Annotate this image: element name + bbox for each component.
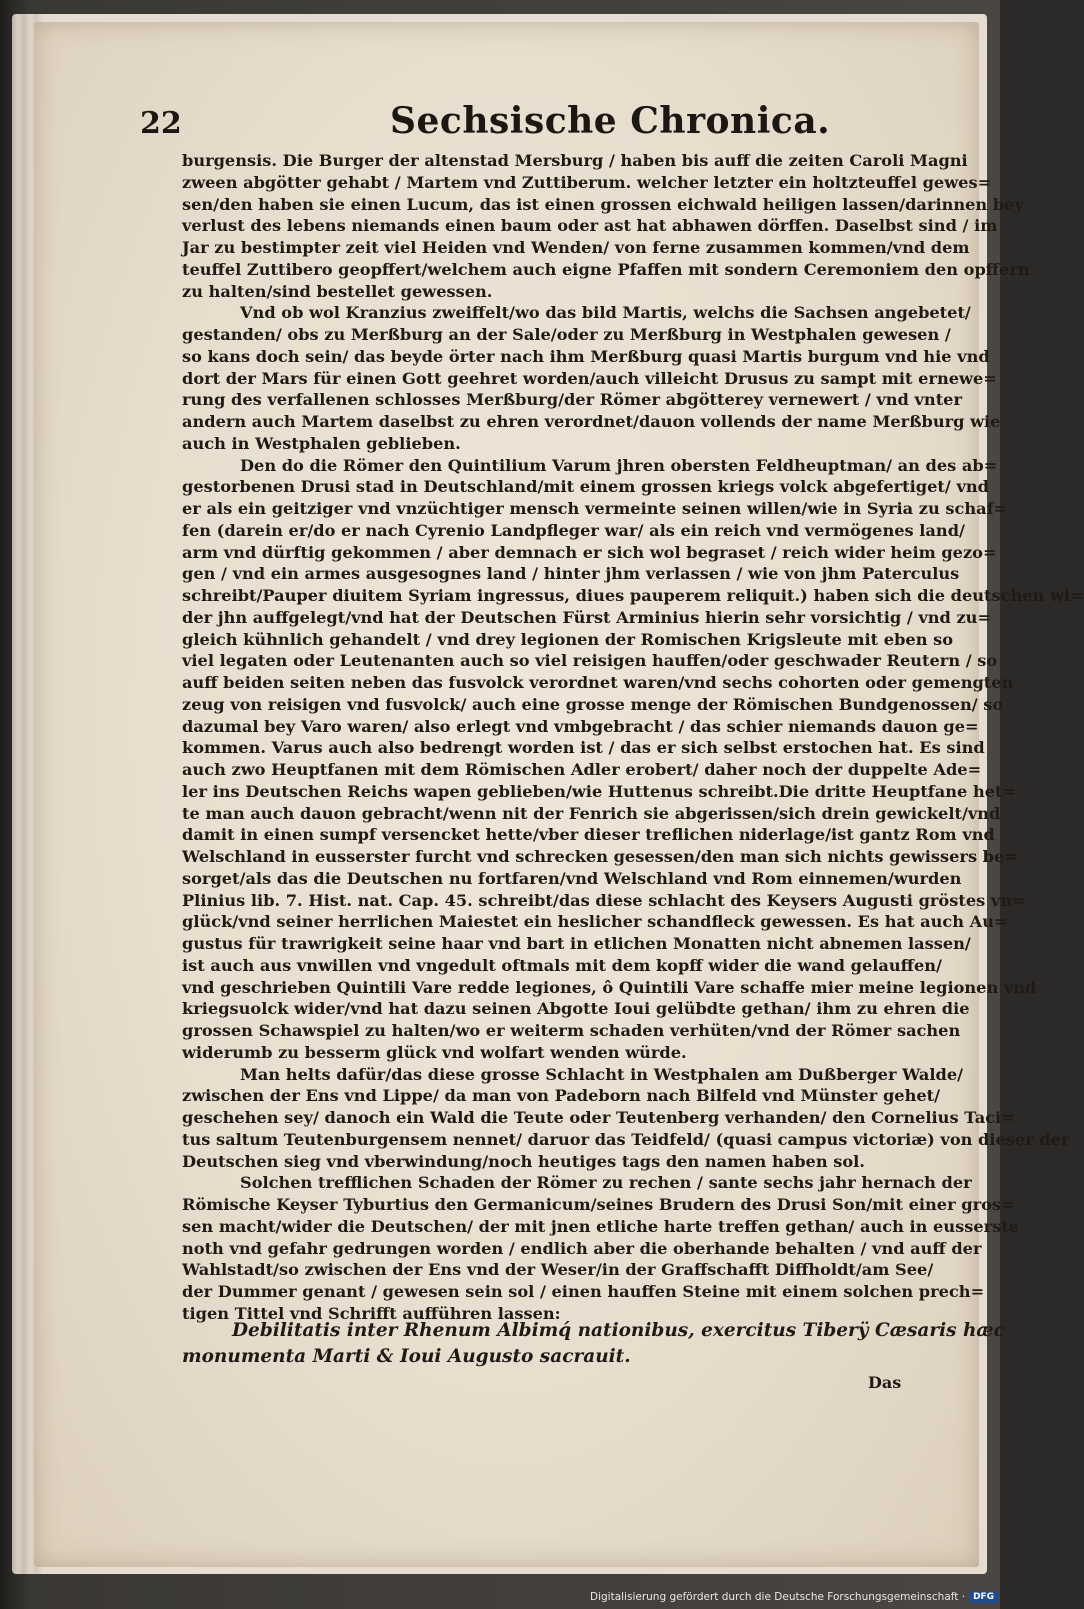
text-line: Wahlstadt/so zwischen der Ens vnd der Weser/in der Graffschafft Diffholdt/am See/ <box>182 1260 934 1280</box>
text-line: Welschland in eusserster furcht vnd schrecken gesessen/den man sich nichts gewissers be= <box>182 847 1018 866</box>
text-line: gestanden/ obs zu Merßburg an der Sale/oder zu Merßburg in Westphalen gewesen / <box>182 325 951 344</box>
text-line: widerumb zu besserm glück vnd wolfart wenden würde. <box>182 1042 687 1062</box>
text-line: zween abgötter gehabt / Martem vnd Zuttiberum. welcher letzter ein holtzteuffel gewes= <box>182 172 992 192</box>
text-line: sen macht/wider die Deutschen/ der mit jnen etliche harte treffen gethan/ auch in eusserste <box>182 1216 1020 1236</box>
text-line: teuffel Zuttibero geopffert/welchem auch eigne Pfaffen mit sondern Ceremoniem den opffern <box>182 259 1030 279</box>
text-line: gestorbenen Drusi stad in Deutschland/mit einem grossen kriegs volck abgefertiget/ vnd <box>182 477 989 497</box>
text-line: geschehen sey/ danoch ein Wald die Teute oder Teutenberg verhanden/ den Cornelius Taci= <box>182 1108 1015 1127</box>
text-line: schreibt/Pauper diuitem Syriam ingressus, diues pauperem reliquit.) haben sich die deutschen wi= <box>182 586 1084 605</box>
text-line: auff beiden seiten neben das fusvolck verordnet waren/vnd sechs cohorten oder gemengten <box>182 673 1014 692</box>
text-line: gen / vnd ein armes ausgesognes land / hinter jhm verlassen / wie von jhm Paterculus <box>182 564 960 584</box>
credit-text: Digitalisierung gefördert durch die Deutsche Forschungsgemeinschaft · <box>590 1591 966 1603</box>
text-line: fen (darein er/do er nach Cyrenio Landpfleger war/ als ein reich vnd vermögenes land/ <box>182 520 965 540</box>
catchword: Das <box>868 1373 902 1392</box>
inscription-text <box>182 1318 1005 1370</box>
body-text <box>182 150 1084 1325</box>
text-line: andern auch Martem daselbst zu ehren verordnet/dauon vollends der name Merßburg wie <box>182 412 1001 431</box>
text-line: der Dummer genant / gewesen sein sol / einen hauffen Steine mit einem solchen prech= <box>182 1282 985 1301</box>
text-line: tus saltum Teutenburgensem nennet/ daruor das Teidfeld/ (quasi campus victoriæ) von dieser der <box>182 1129 1070 1149</box>
text-line: noth vnd gefahr gedrungen worden / endlich aber die oberhande behalten / vnd auff der <box>182 1238 982 1258</box>
text-line: kriegsuolck wider/vnd hat dazu seinen Abgotte Ioui gelübdte gethan/ ihm zu ehren die <box>182 999 970 1019</box>
text-line: Jar zu bestimpter zeit viel Heiden vnd Wenden/ von ferne zusammen kommen/vnd dem <box>182 238 970 257</box>
text-line: ist auch aus vnwillen vnd vngedult oftmals mit dem kopff wider die wand gelauffen/ <box>182 955 942 975</box>
inscription-line: monumenta Marti & Ioui Augusto sacrauit. <box>182 1346 631 1367</box>
text-line: zu halten/sind bestellet gewessen. <box>182 281 493 301</box>
text-line: damit in einen sumpf versencket hette/vber dieser treflichen niderlage/ist gantz Rom vnd <box>182 825 995 845</box>
text-line: auch zwo Heuptfanen mit dem Römischen Adler erobert/ daher noch der duppelte Ade= <box>182 760 982 779</box>
text-line: Römische Keyser Tyburtius den Germanicum/seines Brudern des Drusi Son/mit einer gros= <box>182 1195 1015 1214</box>
page-number: 22 <box>140 106 182 141</box>
text-line: glück/vnd seiner herrlichen Maiestet ein heslicher schandfleck gewessen. Es hat auch Au= <box>182 912 1008 932</box>
text-line: dort der Mars für einen Gott geehret worden/auch villeicht Drusus zu sampt mit ernewe= <box>182 368 997 388</box>
inscription-line: Debilitatis inter Rhenum Albimq́ nationibus, exercitus Tiberÿ Cæsaris hæc <box>232 1320 1005 1341</box>
text-line: tigen Tittel vnd Schrifft aufführen lassen: <box>182 1303 561 1323</box>
text-line: Den do die Römer den Quintilium Varum jhren obersten Feldheuptman/ an des ab= <box>240 455 998 475</box>
text-line: gleich kühnlich gehandelt / vnd drey legionen der Romischen Krigsleute mit eben so <box>182 629 954 649</box>
text-line: sorget/als das die Deutschen nu fortfaren/vnd Welschland vnd Rom einnemen/wurden <box>182 868 962 888</box>
dfg-logo-icon: DFG <box>969 1591 998 1603</box>
text-line: grossen Schawspiel zu halten/wo er weiterm schaden verhüten/vnd der Römer sachen <box>182 1021 961 1040</box>
running-title: Sechsische Chronica. <box>390 100 831 142</box>
text-line: gustus für trawrigkeit seine haar vnd bart in etlichen Monatten nicht abnemen lassen/ <box>182 934 971 953</box>
text-line: te man auch dauon gebracht/wenn nit der Fenrich sie abgerissen/sich drein gewickelt/vnd <box>182 803 1001 823</box>
text-line: Vnd ob wol Kranzius zweiffelt/wo das bild Martis, welchs die Sachsen angebetet/ <box>240 303 971 323</box>
text-line: viel legaten oder Leutenanten auch so viel reisigen hauffen/oder geschwader Reutern / so <box>182 651 998 671</box>
text-line: er als ein geitziger vnd vnzüchtiger mensch vermeinte seinen willen/wie in Syria zu schaf= <box>182 499 1008 518</box>
text-line: Solchen trefflichen Schaden der Römer zu rechen / sante sechs jahr hernach der <box>240 1173 972 1193</box>
text-line: der jhn auffgelegt/vnd hat der Deutschen Fürst Arminius hierin sehr vorsichtig / vnd zu= <box>182 607 992 627</box>
text-line: zeug von reisigen vnd fusvolck/ auch eine grosse menge der Römischen Bundgenossen/ so <box>182 694 1004 714</box>
text-line: auch in Westphalen geblieben. <box>182 433 461 453</box>
text-line: zwischen der Ens vnd Lippe/ da man von Padeborn nach Bilfeld vnd Münster gehet/ <box>182 1086 941 1106</box>
text-line: burgensis. Die Burger der altenstad Mersburg / haben bis auff die zeiten Caroli Magni <box>182 151 968 170</box>
text-line: dazumal bey Varo waren/ also erlegt vnd vmbgebracht / das schier niemands dauon ge= <box>182 716 979 736</box>
text-line: Man helts dafür/das diese grosse Schlacht in Westphalen am Dußberger Walde/ <box>240 1064 964 1084</box>
text-line: kommen. Varus auch also bedrengt worden ist / das er sich selbst erstochen hat. Es sind <box>182 738 985 758</box>
text-line: rung des verfallenen schlosses Merßburg/der Römer abgötterey vernewert / vnd vnter <box>182 390 962 410</box>
digitization-credit <box>590 1588 998 1606</box>
text-line: sen/den haben sie einen Lucum, das ist einen grossen eichwald heiligen lassen/darinnen bey <box>182 194 1024 214</box>
text-line: vnd geschrieben Quintili Vare redde legiones, ô Quintili Vare schaffe mier meine legionen vnd <box>182 977 1037 997</box>
text-line: Plinius lib. 7. Hist. nat. Cap. 45. schreibt/das diese schlacht des Keysers Augusti gröstes vn= <box>182 890 1026 910</box>
text-line: so kans doch sein/ das beyde örter nach ihm Merßburg quasi Martis burgum vnd hie vnd <box>182 346 990 366</box>
text-line: Deutschen sieg vnd vberwindung/noch heutiges tags den namen haben sol. <box>182 1151 865 1171</box>
text-line: verlust des lebens niemands einen baum oder ast hat abhawen dörffen. Daselbst sind / im <box>182 216 998 236</box>
text-line: ler ins Deutschen Reichs wapen geblieben/wie Huttenus schreibt.Die dritte Heuptfane het= <box>182 781 1017 801</box>
text-line: arm vnd dürftig gekommen / aber demnach er sich wol begraset / reich wider heim gezo= <box>182 542 997 562</box>
